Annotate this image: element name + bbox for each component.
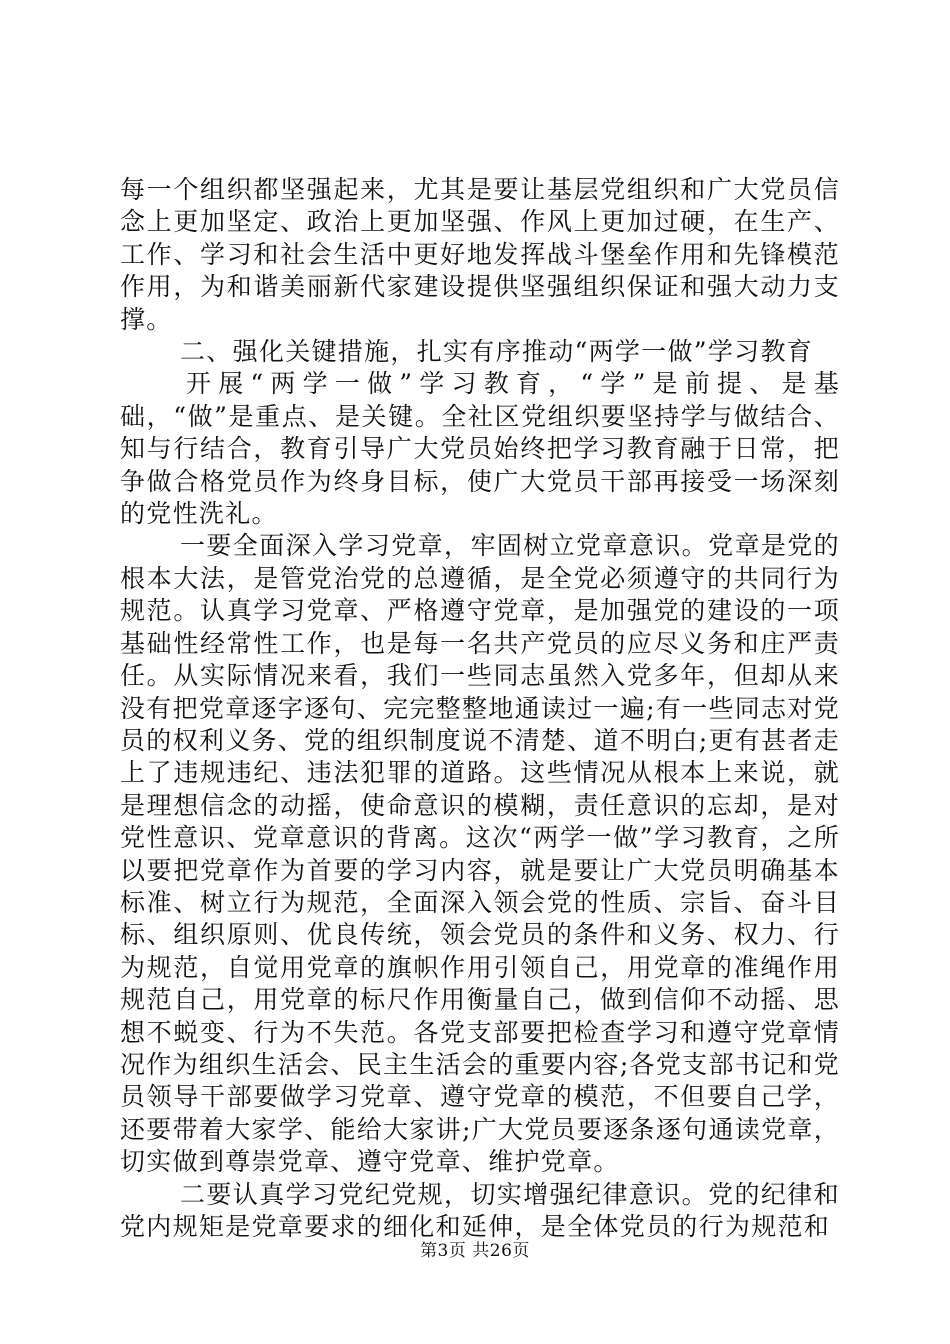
page-footer: 第3页 共26页 bbox=[420, 1241, 530, 1261]
document-body bbox=[120, 174, 840, 1243]
section-heading: 二、强化关键措施，扎实有序推动“两学一做”学习教育 bbox=[180, 337, 814, 367]
paragraph-point-two: 二要认真学习党纪党规，切实增强纪律意识。党的纪律和党内规矩是党章要求的细化和延伸，是全体党员的行为规范和 bbox=[120, 1179, 840, 1241]
paragraph-continuation: 每一个组织都坚强起来，尤其是要让基层党组织和广大党员信念上更加坚定、政治上更加坚强、作风上更加过硬，在生产、工作、学习和社会生活中更好地发挥战斗堡垒作用和先锋模范作用，为和谐美丽新代家建设提供坚强组织保证和强大动力支撑。 bbox=[120, 175, 840, 334]
paragraph-point-one: 一要全面深入学习党章，牢固树立党章意识。党章是党的根本大法，是管党治党的总遵循，是全党必须遵守的共同行为规范。认真学习党章、严格遵守党章，是加强党的建设的一项基础性经常性工作，也是每一名共产党员的应尽义务和庄严责任。从实际情况来看，我们一些同志虽然入党多年，但却从来没有把党章逐字逐句、完完整整地通读过一遍;有一些同志对党员的权利义务、党的组织制度说不清楚、道不明白;更有甚者走上了违规违纪、违法犯罪的道路。这些情况从根本上来说，就是理想信念的动摇，使命意识的模糊，责任意识的忘却，是对党性意识、党章意识的背离。这次“两学一做”学习教育，之所以要把党章作为首要的学习内容，就是要让广大党员明确基本标准、树立行为规范，全面深入领会党的性质、宗旨、奋斗目标、组织原则、优良传统，领会党员的条件和义务、权力、行为规范，自觉用党章的旗帜作用引领自己，用党章的准绳作用规范自己，用党章的标尺作用衡量自己，做到信仰不动摇、思想不蜕变、行为不失范。各党支部要把检查学习和遵守党章情况作为组织生活会、民主生活会的重要内容;各党支部书记和党员领导干部要做学习党章、遵守党章的模范，不但要自己学，还要带着大家学、能给大家讲;广大党员要逐条逐句通读党章，切实做到尊崇党章、遵守党章、维护党章。 bbox=[120, 531, 840, 1177]
paragraph-intro: 开展“两学一做”学习教育，“学”是前提、是基础，“做”是重点、是关键。全社区党组织要坚持学与做结合、知与行结合，教育引导广大党员始终把学习教育融于日常，把争做合格党员作为终身目标，使广大党员干部再接受一场深刻的党性洗礼。 bbox=[120, 369, 840, 529]
